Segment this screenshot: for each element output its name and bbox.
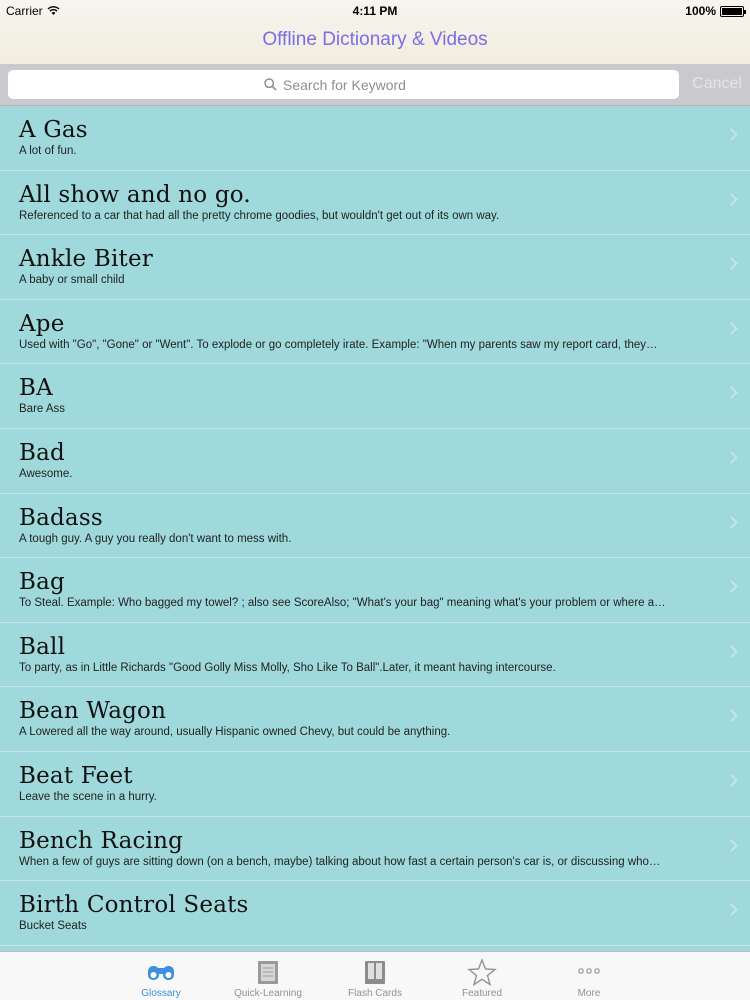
list-item[interactable] bbox=[0, 558, 750, 623]
tab-more[interactable] bbox=[536, 952, 643, 1000]
entry-definition: To Steal. Example: Who bagged my towel? ; also see ScoreAlso; "What's your bag" meaning what's your problem or where a… bbox=[19, 597, 666, 610]
chevron-right-icon bbox=[725, 774, 738, 787]
list-item[interactable] bbox=[0, 364, 750, 429]
list-item[interactable] bbox=[0, 171, 750, 236]
chevron-right-icon bbox=[725, 903, 738, 916]
cancel-button[interactable]: Cancel bbox=[692, 75, 742, 92]
status-bar bbox=[0, 0, 750, 22]
notebook-icon bbox=[252, 958, 284, 986]
tab-quick-learning[interactable] bbox=[215, 952, 322, 1000]
binoculars-icon bbox=[145, 958, 177, 986]
list-item[interactable] bbox=[0, 817, 750, 882]
list-item[interactable] bbox=[0, 429, 750, 494]
chevron-right-icon bbox=[725, 580, 738, 593]
entry-term: All show and no go. bbox=[19, 181, 251, 208]
chevron-right-icon bbox=[725, 257, 738, 270]
chevron-right-icon bbox=[725, 322, 738, 335]
battery-icon bbox=[720, 6, 744, 17]
tab-featured-label: Featured bbox=[461, 988, 503, 999]
entry-term: Ape bbox=[19, 310, 65, 337]
chevron-right-icon bbox=[725, 193, 738, 206]
search-bar bbox=[0, 64, 750, 106]
tab-more-label: More bbox=[577, 988, 601, 999]
entry-definition: Used with "Go", "Gone" or "Went". To explode or go completely irate. Example: "When my parents saw my report card, they… bbox=[19, 338, 658, 351]
list-item[interactable] bbox=[0, 106, 750, 171]
entry-term: Birth Control Seats bbox=[19, 892, 249, 919]
chevron-right-icon bbox=[725, 128, 738, 141]
list-item[interactable] bbox=[0, 687, 750, 752]
list-item[interactable] bbox=[0, 235, 750, 300]
entry-definition: To party, as in Little Richards "Good Golly Miss Molly, Sho Like To Ball".Later, it meant having intercourse. bbox=[19, 661, 556, 674]
entry-definition: A tough guy. A guy you really don't want to mess with. bbox=[19, 532, 292, 545]
list-item[interactable] bbox=[0, 494, 750, 559]
entry-term: Beat Feet bbox=[19, 762, 133, 789]
chevron-right-icon bbox=[725, 645, 738, 658]
battery-indicator bbox=[685, 4, 744, 18]
tab-flash-cards-label: Flash Cards bbox=[348, 988, 402, 999]
chevron-right-icon bbox=[725, 839, 738, 852]
entry-definition: A baby or small child bbox=[19, 274, 125, 287]
top-bar bbox=[0, 0, 750, 64]
entry-term: A Gas bbox=[19, 117, 88, 143]
battery-percent: 100% bbox=[685, 4, 716, 18]
tab-flash-cards[interactable] bbox=[322, 952, 429, 1000]
entry-term: Ankle Biter bbox=[19, 246, 153, 273]
entry-term: Ball bbox=[19, 633, 66, 660]
tab-featured[interactable] bbox=[429, 952, 536, 1000]
list-item[interactable] bbox=[0, 300, 750, 365]
tab-bar bbox=[0, 951, 750, 1000]
entry-definition: Bare Ass bbox=[19, 403, 66, 416]
chevron-right-icon bbox=[725, 516, 738, 529]
entry-definition: When a few of guys are sitting down (on a bench, maybe) talking about how fast a certain person's car is, or discussing who… bbox=[19, 855, 661, 868]
list-item[interactable] bbox=[0, 881, 750, 946]
entry-term: Bad bbox=[19, 439, 65, 466]
entry-definition: A Lowered all the way around, usually Hispanic owned Chevy, but could be anything. bbox=[19, 726, 451, 739]
entry-term: Badass bbox=[19, 504, 103, 531]
entry-definition: Awesome. bbox=[19, 467, 73, 480]
list-item[interactable] bbox=[0, 623, 750, 688]
page-title: Offline Dictionary & Videos bbox=[262, 29, 488, 50]
clock: 4:11 PM bbox=[352, 4, 398, 18]
chevron-right-icon bbox=[725, 451, 738, 464]
list-item[interactable] bbox=[0, 752, 750, 817]
entry-term: Bag bbox=[19, 569, 65, 596]
entry-definition: A lot of fun. bbox=[19, 145, 77, 157]
entry-term: Bean Wagon bbox=[19, 698, 167, 725]
star-icon bbox=[466, 958, 498, 986]
entry-term: Bench Racing bbox=[19, 827, 184, 854]
chevron-right-icon bbox=[725, 709, 738, 722]
more-icon bbox=[573, 958, 605, 986]
search-field[interactable] bbox=[8, 70, 679, 99]
entry-term: BA bbox=[19, 375, 53, 402]
cards-icon bbox=[359, 958, 391, 986]
entry-definition: Bucket Seats bbox=[19, 920, 87, 933]
tab-glossary[interactable] bbox=[108, 952, 215, 1000]
tab-quick-learning-label: Quick-Learning bbox=[234, 988, 302, 999]
glossary-list[interactable] bbox=[0, 106, 750, 951]
search-input[interactable] bbox=[283, 77, 423, 93]
entry-definition: Referenced to a car that had all the pretty chrome goodies, but wouldn't get out of its own way. bbox=[19, 209, 500, 222]
carrier-label: Carrier bbox=[6, 4, 43, 18]
entry-definition: Leave the scene in a hurry. bbox=[19, 790, 157, 803]
search-icon bbox=[264, 78, 277, 91]
tab-glossary-label: Glossary bbox=[141, 988, 181, 999]
chevron-right-icon bbox=[725, 387, 738, 400]
